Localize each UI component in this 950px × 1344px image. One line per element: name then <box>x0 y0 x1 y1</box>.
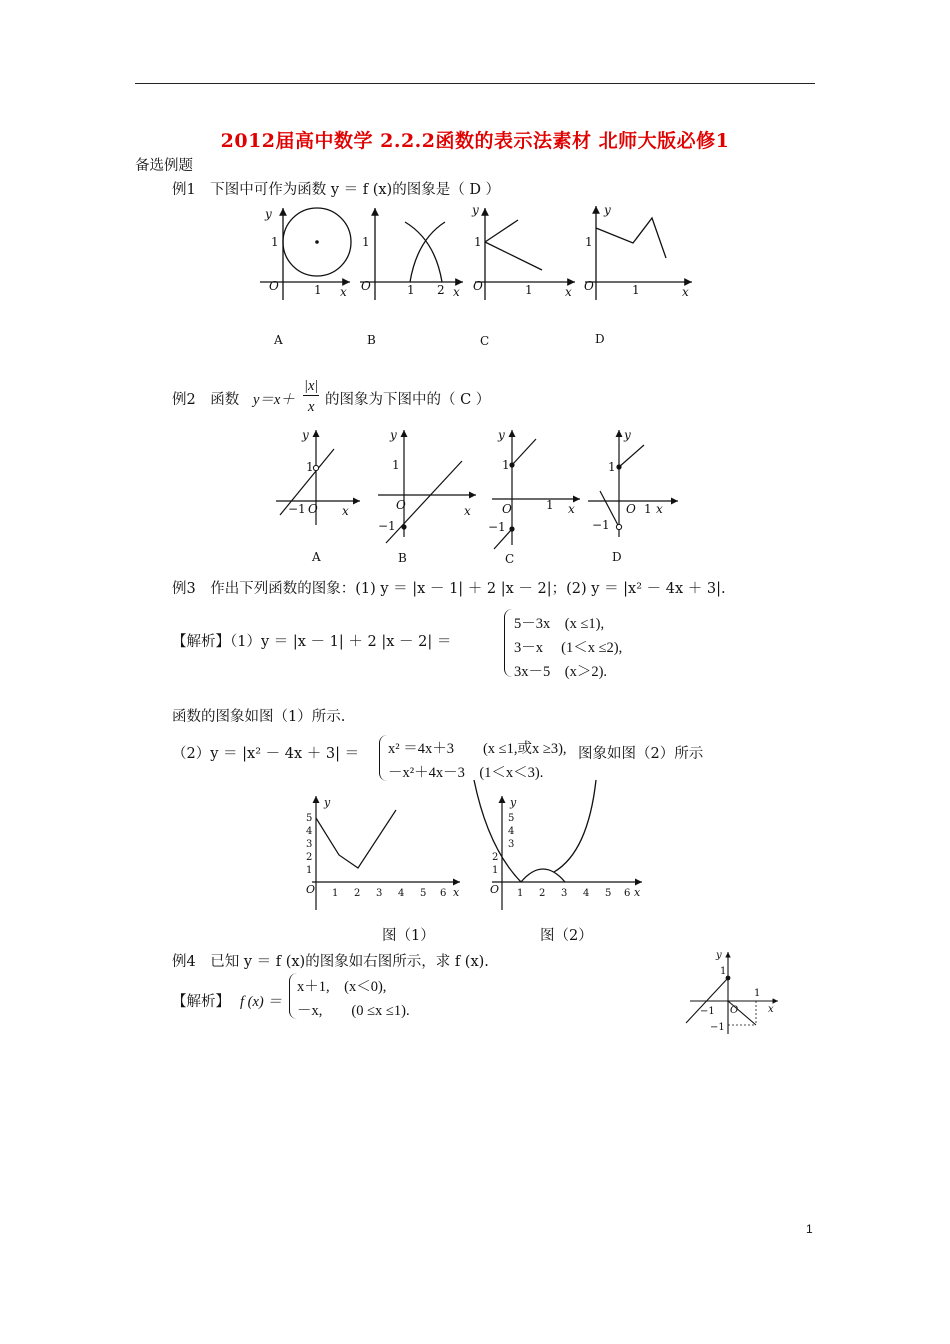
example-1-text: 例1 下图中可作为函数 y ＝ f (x)的图象是（ D ） <box>172 182 501 198</box>
example-4-text: 例4 已知 y ＝ f (x)的图象如右图所示，求 f (x). <box>172 954 489 970</box>
graph-d <box>584 203 692 300</box>
svg-text:5: 5 <box>420 888 427 899</box>
graph-2a <box>276 428 360 525</box>
example-3-text: 例3 作出下列函数的图象：(1) y ＝ |x － 1| ＋ 2 |x － 2|；(2) y ＝ |x² － 4x ＋ 3|. <box>172 581 726 597</box>
svg-text:4: 4 <box>306 826 313 837</box>
svg-text:3: 3 <box>561 888 568 899</box>
label-b: B <box>367 333 376 347</box>
svg-text:1: 1 <box>632 283 640 297</box>
svg-text:1: 1 <box>608 460 616 474</box>
page-title: 2012届高中数学 2.2.2函数的表示法素材 北师大版必修1 <box>220 130 730 152</box>
graph-b <box>360 208 463 300</box>
graph-2d <box>588 428 678 537</box>
svg-text:O: O <box>269 279 279 293</box>
figure-1-graph <box>306 796 460 910</box>
svg-text:2: 2 <box>306 852 313 863</box>
svg-text:y: y <box>624 428 631 442</box>
svg-text:1: 1 <box>271 235 279 249</box>
svg-text:O: O <box>626 502 636 516</box>
svg-text:x: x <box>453 285 460 299</box>
figure-2-caption: 图（2） <box>540 928 593 944</box>
svg-text:2: 2 <box>492 852 499 863</box>
fraction-numerator: |x| <box>304 378 319 394</box>
example-3-solution-1: 【解析】（1）y ＝ |x － 1| ＋ 2 |x － 2| ＝ <box>172 634 452 650</box>
svg-text:x: x <box>464 504 471 518</box>
svg-text:O: O <box>308 502 318 516</box>
label-2a: A <box>312 550 321 564</box>
svg-text:1: 1 <box>517 888 524 899</box>
svg-text:−1: −1 <box>700 1006 715 1017</box>
example-3-graphs <box>298 778 658 918</box>
piece-1-row-1: 5－3x (x ≤1), <box>514 616 605 632</box>
piece-2-row-2: －x²＋4x－3 (1＜x＜3). <box>388 765 544 781</box>
svg-text:O: O <box>730 1005 739 1016</box>
svg-text:1: 1 <box>474 235 482 249</box>
svg-text:O: O <box>306 883 316 896</box>
page-number: 1 <box>806 1222 813 1236</box>
graph-2c <box>488 428 580 549</box>
svg-text:3: 3 <box>376 888 383 899</box>
svg-text:y: y <box>498 428 505 442</box>
figure-1-caption: 图（1） <box>382 928 435 944</box>
example-3-solution-2-suffix: 图象如图（2）所示 <box>578 746 704 762</box>
example-2-suffix: 的图象为下图中的（ C ） <box>325 392 491 408</box>
svg-text:1: 1 <box>306 460 314 474</box>
svg-text:1: 1 <box>306 865 313 876</box>
svg-text:5: 5 <box>605 888 612 899</box>
piece-2-row-1: x² ＝4x＋3 (x ≤1,或x ≥3), <box>388 741 567 757</box>
example-2-formula: y＝x＋ <box>253 392 295 408</box>
svg-text:y: y <box>324 796 331 809</box>
brace-left <box>504 609 513 677</box>
svg-text:−1: −1 <box>488 520 506 534</box>
svg-text:4: 4 <box>583 888 590 899</box>
graph-2b <box>378 428 476 543</box>
svg-text:4: 4 <box>508 826 515 837</box>
svg-text:1: 1 <box>644 502 652 516</box>
piece-3-row-1: x＋1, (x＜0), <box>297 979 387 995</box>
svg-text:3: 3 <box>508 839 515 850</box>
svg-text:y: y <box>390 428 397 442</box>
header-rule <box>135 83 815 84</box>
svg-text:y: y <box>302 428 309 442</box>
svg-text:4: 4 <box>398 888 405 899</box>
svg-text:−1: −1 <box>710 1022 725 1033</box>
svg-text:y: y <box>716 950 722 961</box>
svg-text:O: O <box>490 883 500 896</box>
svg-text:2: 2 <box>539 888 546 899</box>
svg-text:1: 1 <box>720 966 727 977</box>
example-4-graph <box>680 948 790 1038</box>
label-d: D <box>595 332 605 346</box>
svg-text:y: y <box>472 203 479 217</box>
svg-text:6: 6 <box>440 888 447 899</box>
svg-text:x: x <box>656 502 663 516</box>
svg-text:1: 1 <box>502 458 510 472</box>
svg-text:1: 1 <box>754 988 761 999</box>
example-3-solution-2: （2）y ＝ |x² － 4x ＋ 3| ＝ <box>172 746 360 762</box>
svg-text:O: O <box>396 498 406 512</box>
fraction-denominator: x <box>308 399 315 415</box>
piece-3-row-2: －x, (0 ≤x ≤1). <box>297 1003 410 1019</box>
svg-text:1: 1 <box>314 283 322 297</box>
svg-text:2: 2 <box>437 283 445 297</box>
svg-text:2: 2 <box>354 888 361 899</box>
svg-text:1: 1 <box>392 458 400 472</box>
svg-text:y: y <box>510 796 517 809</box>
svg-text:y: y <box>604 203 611 217</box>
svg-text:1: 1 <box>585 235 593 249</box>
svg-text:5: 5 <box>306 813 313 824</box>
example-1-graphs <box>255 200 705 355</box>
piece-1-row-2: 3－x (1＜x ≤2), <box>514 640 623 656</box>
label-a: A <box>274 333 283 347</box>
svg-text:x: x <box>568 502 575 516</box>
svg-text:O: O <box>502 502 512 516</box>
svg-text:1: 1 <box>362 235 370 249</box>
brace-left-2 <box>379 735 388 781</box>
svg-text:1: 1 <box>407 283 415 297</box>
example-4-solution-label: 【解析】 <box>172 994 230 1010</box>
example-2-graphs <box>272 425 682 567</box>
svg-text:1: 1 <box>525 283 533 297</box>
svg-text:−1: −1 <box>378 519 396 533</box>
figure-2-graph <box>474 780 642 910</box>
label-2b: B <box>398 551 407 565</box>
svg-text:x: x <box>768 1004 774 1015</box>
example-2-prefix: 例2 函数 <box>172 392 240 408</box>
svg-text:6: 6 <box>624 888 631 899</box>
svg-text:O: O <box>584 279 594 293</box>
example-3-figure-note: 函数的图象如图（1）所示. <box>172 709 346 725</box>
svg-text:x: x <box>453 886 460 899</box>
svg-text:5: 5 <box>508 813 515 824</box>
svg-text:−1: −1 <box>592 518 610 532</box>
graph-a <box>260 207 351 300</box>
label-2d: D <box>612 550 622 564</box>
svg-text:1: 1 <box>492 865 499 876</box>
label-2c: C <box>505 552 515 566</box>
svg-text:O: O <box>361 279 371 293</box>
svg-text:1: 1 <box>332 888 339 899</box>
piece-1-row-3: 3x－5 (x＞2). <box>514 664 608 680</box>
svg-text:3: 3 <box>306 839 313 850</box>
graph-c <box>471 203 575 300</box>
example-4-fx: f (x) ＝ <box>240 994 282 1010</box>
label-c: C <box>480 334 490 348</box>
svg-text:O: O <box>473 279 483 293</box>
section-heading: 备选例题 <box>135 158 193 174</box>
svg-text:1: 1 <box>546 498 554 512</box>
svg-text:x: x <box>634 886 641 899</box>
svg-text:x: x <box>340 285 347 299</box>
svg-text:x: x <box>565 285 572 299</box>
svg-text:x: x <box>682 285 689 299</box>
svg-text:x: x <box>342 504 349 518</box>
svg-text:y: y <box>265 207 272 221</box>
svg-text:−1: −1 <box>288 502 306 516</box>
